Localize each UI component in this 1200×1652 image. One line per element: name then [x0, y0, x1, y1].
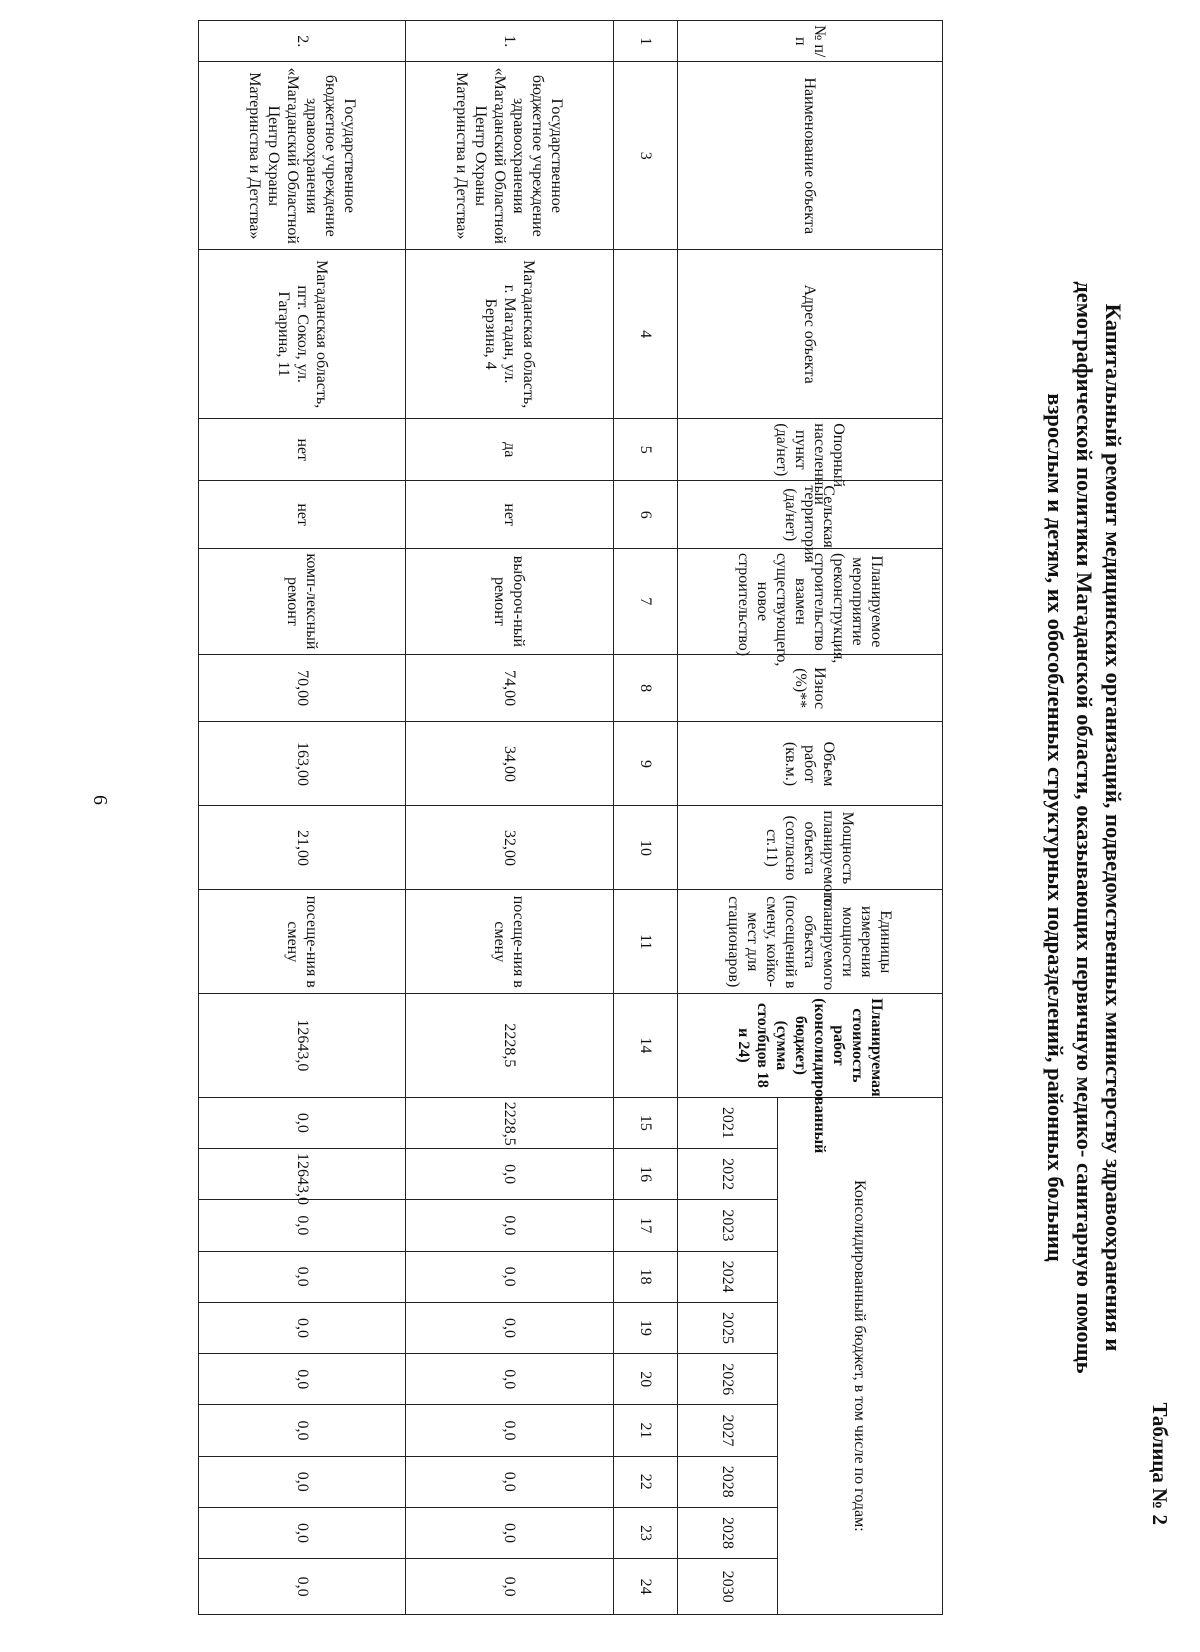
year-value: 0,0 [406, 1302, 613, 1353]
title-line: Капитальный ремонт медицинских организаций, подведомственных министерству здравоохранения и [1101, 303, 1126, 1352]
year-value: 0,0 [199, 1507, 406, 1558]
capacity-units: посеще-ния в смену [406, 890, 613, 994]
year-value: 0,0 [199, 1456, 406, 1507]
work-volume: 163,00 [199, 722, 406, 806]
column-number: 9 [613, 722, 677, 806]
object-address: Магаданская область, пгт. Сокол, ул. Гагарина, 11 [199, 250, 406, 419]
year-value: 2228,5 [406, 1097, 613, 1148]
work-volume: 34,00 [406, 722, 613, 806]
column-number: 17 [613, 1200, 677, 1251]
row-num: 1. [406, 21, 613, 62]
wear-percent: 74,00 [406, 654, 613, 722]
year-header: 2025 [678, 1302, 778, 1353]
column-number: 6 [613, 481, 677, 549]
year-value: 0,0 [199, 1405, 406, 1456]
header-rural: Сельская территория (да/нет) [678, 481, 943, 549]
support-settlement: нет [199, 419, 406, 481]
header-volume: Объем работ (кв.м.) [678, 722, 943, 806]
planned-measure: комп-лексный ремонт [199, 549, 406, 655]
column-number: 7 [613, 549, 677, 655]
column-number: 21 [613, 1405, 677, 1456]
header-num: № п/п [678, 21, 943, 62]
year-value: 0,0 [199, 1097, 406, 1148]
year-header: 2027 [678, 1405, 778, 1456]
year-header: 2030 [678, 1559, 778, 1615]
year-value: 0,0 [199, 1354, 406, 1405]
year-header: 2026 [678, 1354, 778, 1405]
rural-territory: нет [406, 481, 613, 549]
year-value: 0,0 [406, 1405, 613, 1456]
year-value: 12643,0 [199, 1149, 406, 1200]
column-number: 16 [613, 1149, 677, 1200]
title-line: взрослым и детям, их обособленных структурных подразделений, районных больниц [1043, 393, 1068, 1262]
column-number: 24 [613, 1559, 677, 1615]
object-capacity: 32,00 [406, 806, 613, 890]
year-value: 0,0 [406, 1559, 613, 1615]
rotated-sheet [173, 20, 1178, 1635]
document-title [1041, 130, 1128, 1525]
title-line: демографической политики Магаданской области, оказывающих первичную медико- санитарную помощь [1072, 281, 1097, 1374]
planned-cost: 2228,5 [406, 994, 613, 1098]
year-header: 2023 [678, 1200, 778, 1251]
column-number: 10 [613, 806, 677, 890]
year-value: 0,0 [406, 1507, 613, 1558]
object-name: Государственное бюджетное учреждение здравоохранения «Магаданский Областной Центр Охраны Материнства и Детства» [406, 62, 613, 250]
support-settlement: да [406, 419, 613, 481]
year-value: 0,0 [199, 1251, 406, 1302]
year-value: 0,0 [406, 1251, 613, 1302]
year-value: 0,0 [406, 1200, 613, 1251]
capacity-units: посеще-ния в смену [199, 890, 406, 994]
year-value: 0,0 [199, 1559, 406, 1615]
column-number: 11 [613, 890, 677, 994]
repair-table [198, 20, 943, 1615]
object-name: Государственное бюджетное учреждение здравоохранения «Магаданский Областной Центр Охраны Материнства и Детства» [199, 62, 406, 250]
year-value: 0,0 [406, 1456, 613, 1507]
column-number: 23 [613, 1507, 677, 1558]
table-row [199, 21, 406, 1615]
header-name: Наименование объекта [678, 62, 943, 250]
page-number: 6 [89, 795, 111, 805]
header-measure: Планируемое мероприятие (реконструкция, строительство взамен существующего, новое строительство) [678, 549, 943, 655]
column-number: 19 [613, 1302, 677, 1353]
object-address: Магаданская область, г. Магадан, ул. Берзина, 4 [406, 250, 613, 419]
year-value: 0,0 [406, 1149, 613, 1200]
row-num: 2. [199, 21, 406, 62]
header-cost: Планируемая стоимость работ (консолидированный бюджет) (сумма столбцов 18 и 24) [678, 994, 943, 1098]
column-number: 8 [613, 654, 677, 722]
column-number: 18 [613, 1251, 677, 1302]
header-support-settlement: Опорный населенный пункт (да/нет) [678, 419, 943, 481]
year-value: 0,0 [199, 1200, 406, 1251]
object-capacity: 21,00 [199, 806, 406, 890]
wear-percent: 70,00 [199, 654, 406, 722]
header-wear: Износ (%)** [678, 654, 943, 722]
year-header: 2028 [678, 1456, 778, 1507]
planned-cost: 12643,0 [199, 994, 406, 1098]
rural-territory: нет [199, 481, 406, 549]
year-header: 2028 [678, 1507, 778, 1558]
header-units: Единицы измерения мощности планируемого объекта (посещений в смену, койко-мест для стационаров) [678, 890, 943, 994]
table-label: Таблица № 2 [1148, 1402, 1172, 1525]
column-number: 5 [613, 419, 677, 481]
column-number: 1 [613, 21, 677, 62]
column-number: 22 [613, 1456, 677, 1507]
table-row [406, 21, 613, 1615]
column-number: 3 [613, 62, 677, 250]
column-number: 20 [613, 1354, 677, 1405]
header-address: Адрес объекта [678, 250, 943, 419]
year-header: 2024 [678, 1251, 778, 1302]
column-number: 15 [613, 1097, 677, 1148]
year-value: 0,0 [199, 1302, 406, 1353]
header-budget: Консолидированный бюджет, в том числе по годам: [778, 1097, 943, 1614]
planned-measure: выбороч-ный ремонт [406, 549, 613, 655]
year-value: 0,0 [406, 1354, 613, 1405]
year-header: 2021 [678, 1097, 778, 1148]
year-header: 2022 [678, 1149, 778, 1200]
column-number: 4 [613, 250, 677, 419]
header-capacity: Мощность планируемого объекта (согласно ст.11) [678, 806, 943, 890]
column-number: 14 [613, 994, 677, 1098]
